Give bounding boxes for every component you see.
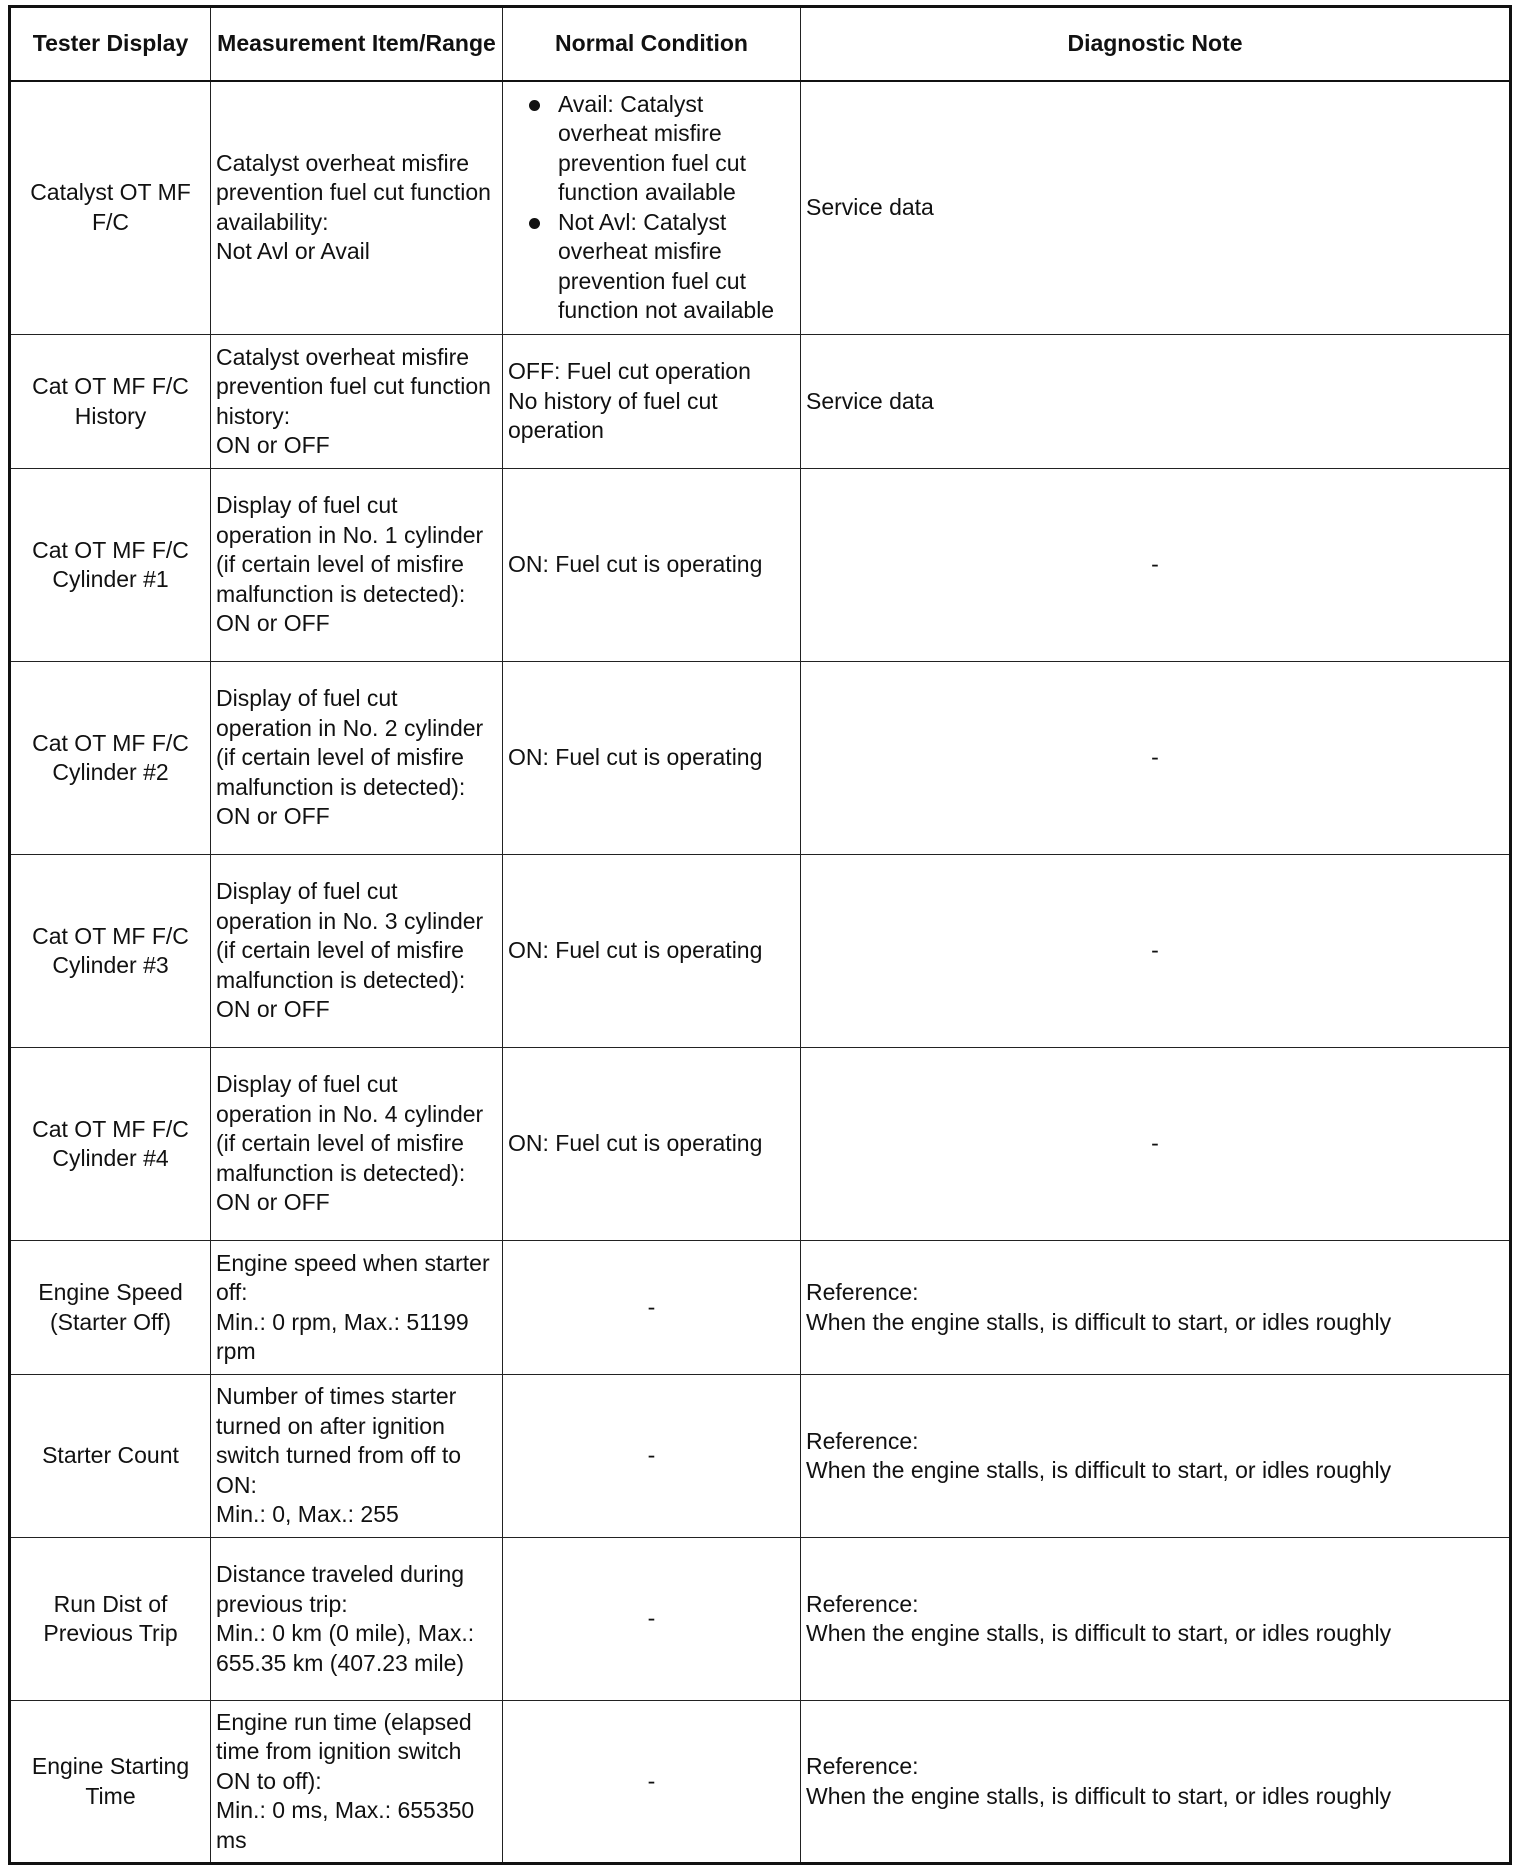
- cell-normal-condition: ON: Fuel cut is operating: [503, 855, 801, 1048]
- table-header-row: [10, 7, 1511, 81]
- cell-tester-display: Starter Count: [10, 1375, 211, 1538]
- table-row: [10, 1538, 1511, 1701]
- header-measurement: Measurement Item/Range: [211, 7, 503, 81]
- cell-diagnostic-note: Reference: When the engine stalls, is difficult to start, or idles roughly: [801, 1701, 1511, 1864]
- cell-tester-display: Cat OT MF F/C Cylinder #1: [10, 469, 211, 662]
- table-row: [10, 335, 1511, 469]
- cell-tester-display: Engine Starting Time: [10, 1701, 211, 1864]
- cell-normal-condition: ON: Fuel cut is operating: [503, 662, 801, 855]
- data-list-table: [8, 5, 1512, 1865]
- table-row: [10, 855, 1511, 1048]
- cell-diagnostic-note: -: [801, 662, 1511, 855]
- cell-diagnostic-note: Service data: [801, 81, 1511, 335]
- cell-diagnostic-note: -: [801, 1048, 1511, 1241]
- cell-tester-display: Engine Speed (Starter Off): [10, 1241, 211, 1375]
- cell-measurement: Distance traveled during previous trip: Min.: 0 km (0 mile), Max.: 655.35 km (407.23 mile): [211, 1538, 503, 1701]
- bullet-icon: [529, 218, 540, 229]
- cell-tester-display: Run Dist of Previous Trip: [10, 1538, 211, 1701]
- header-normal-condition: Normal Condition: [503, 7, 801, 81]
- cell-measurement: Display of fuel cut operation in No. 2 cylinder (if certain level of misfire malfunction is detected): ON or OFF: [211, 662, 503, 855]
- cell-normal-condition: ON: Fuel cut is operating: [503, 1048, 801, 1241]
- cell-normal-condition: -: [503, 1241, 801, 1375]
- cell-diagnostic-note: Reference: When the engine stalls, is difficult to start, or idles roughly: [801, 1375, 1511, 1538]
- cell-tester-display: Cat OT MF F/C History: [10, 335, 211, 469]
- cell-tester-display: Catalyst OT MF F/C: [10, 81, 211, 335]
- cell-normal-condition: -: [503, 1538, 801, 1701]
- list-item-text: Not Avl: Catalyst overheat misfire prevention fuel cut function not available: [558, 208, 775, 324]
- cell-measurement: Catalyst overheat misfire prevention fuel cut function availability: Not Avl or Avail: [211, 81, 503, 335]
- table-row: [10, 1048, 1511, 1241]
- bullet-icon: [529, 100, 540, 111]
- table-row: [10, 1241, 1511, 1375]
- cell-normal-condition: [503, 81, 801, 335]
- list-item-text: Avail: Catalyst overheat misfire prevention fuel cut function available: [558, 90, 746, 206]
- cell-tester-display: Cat OT MF F/C Cylinder #2: [10, 662, 211, 855]
- cell-measurement: Engine speed when starter off: Min.: 0 rpm, Max.: 51199 rpm: [211, 1241, 503, 1375]
- cell-normal-condition: OFF: Fuel cut operation No history of fuel cut operation: [503, 335, 801, 469]
- cell-tester-display: Cat OT MF F/C Cylinder #4: [10, 1048, 211, 1241]
- cell-tester-display: Cat OT MF F/C Cylinder #3: [10, 855, 211, 1048]
- header-diagnostic-note: Diagnostic Note: [801, 7, 1511, 81]
- cell-measurement: Catalyst overheat misfire prevention fuel cut function history: ON or OFF: [211, 335, 503, 469]
- table-row: [10, 469, 1511, 662]
- list-item: [508, 208, 795, 326]
- cell-measurement: Number of times starter turned on after ignition switch turned from off to ON: Min.: 0, Max.: 255: [211, 1375, 503, 1538]
- cell-normal-condition: -: [503, 1375, 801, 1538]
- cell-diagnostic-note: Service data: [801, 335, 1511, 469]
- cell-diagnostic-note: -: [801, 855, 1511, 1048]
- table-row: [10, 1375, 1511, 1538]
- cell-measurement: Display of fuel cut operation in No. 3 cylinder (if certain level of misfire malfunction is detected): ON or OFF: [211, 855, 503, 1048]
- table-row: [10, 1701, 1511, 1864]
- cell-measurement: Engine run time (elapsed time from ignition switch ON to off): Min.: 0 ms, Max.: 655350 ms: [211, 1701, 503, 1864]
- cell-measurement: Display of fuel cut operation in No. 1 cylinder (if certain level of misfire malfunction is detected): ON or OFF: [211, 469, 503, 662]
- table-row: [10, 662, 1511, 855]
- cell-diagnostic-note: Reference: When the engine stalls, is difficult to start, or idles roughly: [801, 1241, 1511, 1375]
- cell-normal-condition: ON: Fuel cut is operating: [503, 469, 801, 662]
- cell-diagnostic-note: -: [801, 469, 1511, 662]
- header-tester-display: Tester Display: [10, 7, 211, 81]
- cell-measurement: Display of fuel cut operation in No. 4 cylinder (if certain level of misfire malfunction is detected): ON or OFF: [211, 1048, 503, 1241]
- cell-diagnostic-note: Reference: When the engine stalls, is difficult to start, or idles roughly: [801, 1538, 1511, 1701]
- cell-normal-condition: -: [503, 1701, 801, 1864]
- table-row: [10, 81, 1511, 335]
- normal-condition-list: [508, 90, 795, 326]
- list-item: [508, 90, 795, 208]
